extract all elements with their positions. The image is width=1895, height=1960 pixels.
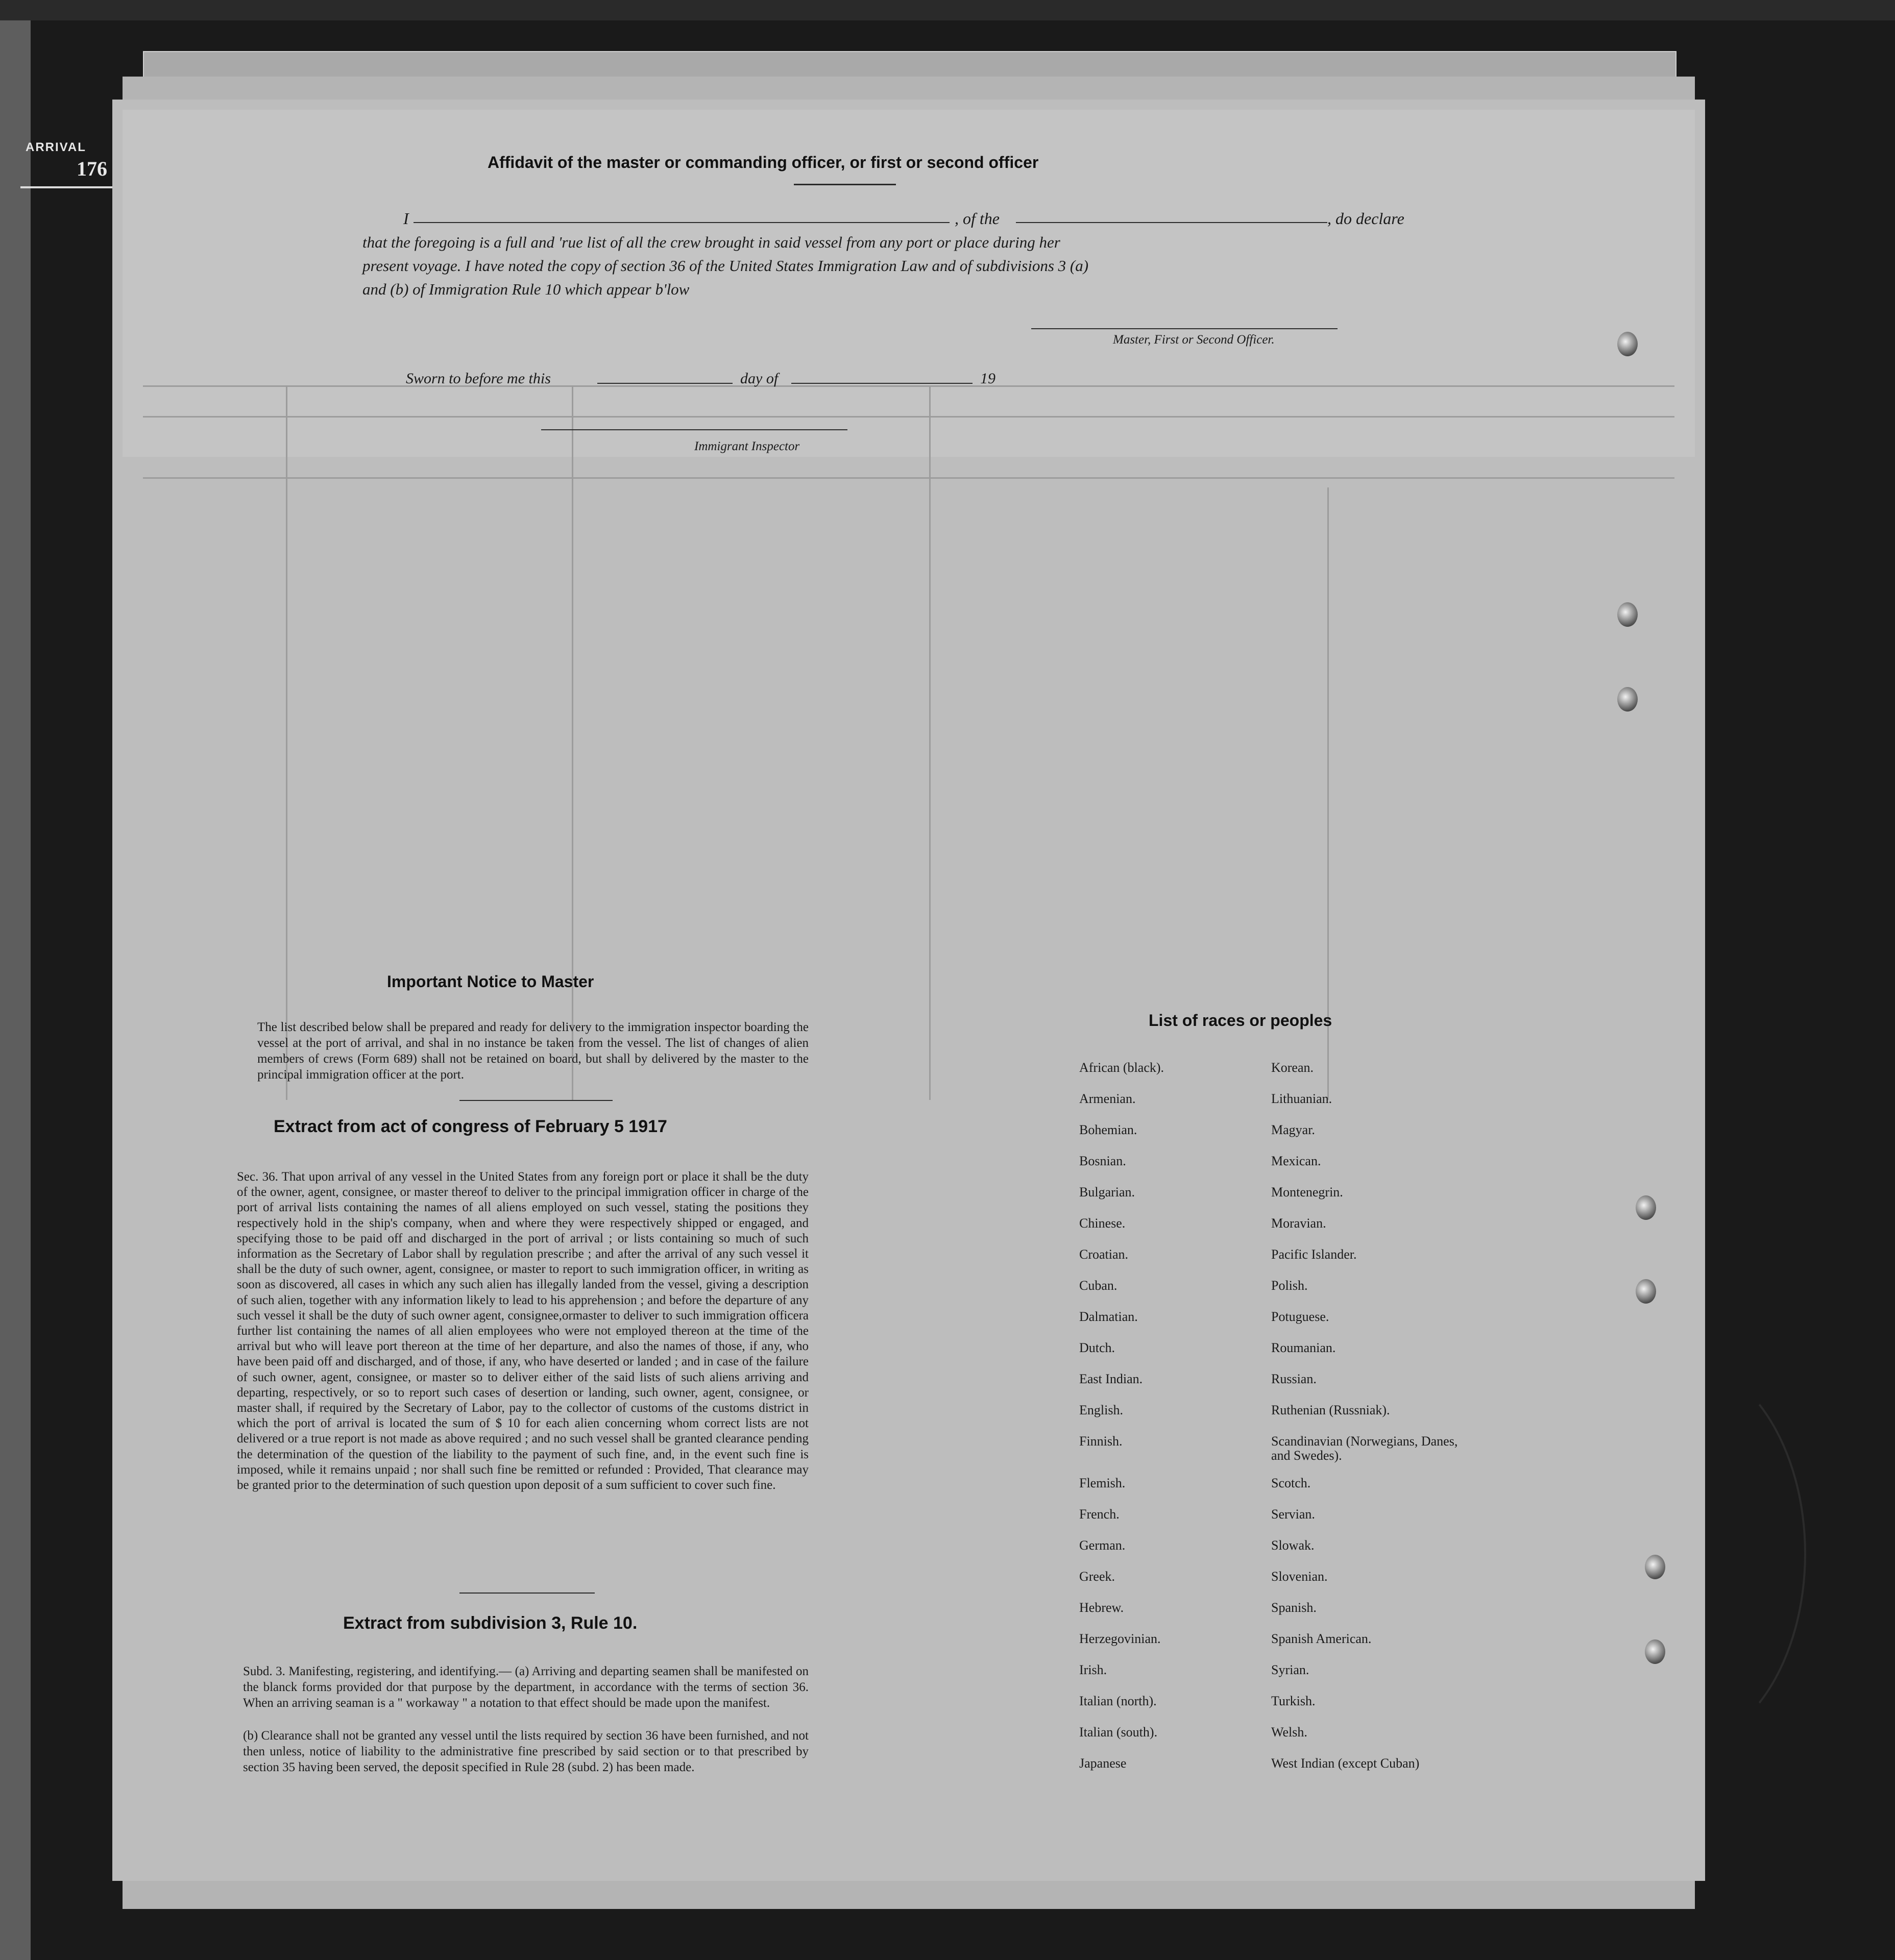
race-right: Magyar. <box>1271 1122 1315 1137</box>
affidavit-line-2: that the foregoing is a full and 'rue list of all the crew brought in said vessel from any port or place during her <box>362 233 1060 251</box>
race-right: Ruthenian (Russniak). <box>1271 1403 1390 1417</box>
race-right: Scotch. <box>1271 1476 1311 1490</box>
arrival-tab <box>20 140 117 188</box>
race-row <box>1079 1663 1488 1694</box>
master-label: Master, First or Second Officer. <box>1113 333 1275 347</box>
of-the-text: , of the <box>955 209 1000 228</box>
race-left: Finnish. <box>1079 1434 1123 1449</box>
race-right: Slovenian. <box>1271 1569 1328 1584</box>
race-left: Dutch. <box>1079 1340 1115 1355</box>
affidavit-line-4: and (b) of Immigration Rule 10 which appear b'low <box>362 280 690 298</box>
extract-1917-text: Sec. 36. That upon arrival of any vessel in the United States from any foreign port or place it shall be the duty of the owner, agent, consignee, or master thereof to deliver to the principal immigration officer in charge of the port of arrival lists containing the names of all aliens employed on such vessel, stating the positions they respectively hold in the ship's company, when and where they were respectively shipped or engaged, and specifying those to be paid off and discharged in the port of arrival ; or lists containing so much of such information as the Secretary of Labor shall by regulation prescribe ; and after the arrival of any such vessel it shall be the duty of such owner, agent, consignee, or master to report to such immigration officer, in writing as soon as discovered, all cases in which any such alien has illegally landed from the vessel, giving a description of such alien, together with any information likely to lead to his apprehension ; and before the departure of any such vessel it shall be the duty of such owner agent, consignee,ormaster to deliver to such immigration officera further list containing the names of all alien employees who were not employed thereon at the time of the arrival but who will leave port thereon at the time of her departure, and also the names of those, if any, who have been paid off and discharged, and of those, if any, who have deserted or landed ; and in case of the failure of such owner, agent, consignee, or master so to deliver either of the said lists of such aliens arriving and departing, respectively, or so to report such cases of desertion or landing, such owner, agent, consignee, or master shall, if required by the Secretary of Labor, pay to the collector of customs of the customs district in which the port of arrival is located the sum of $ 10 for each alien concerning whom correct lists are not delivered or a true report is not made as above required ; and no such vessel shall be granted clearance pending the determination of the question of the liability to the payment of such fine, and, in the event such fine is imposed, while it remains unpaid ; nor shall such fine be remitted or refunded : Provided, That clearance may be granted prior to the determination of such question upon deposit of a sum sufficient to cover such fine. <box>237 1170 809 1492</box>
race-right: Russian. <box>1271 1371 1317 1386</box>
race-row <box>1079 1123 1488 1154</box>
ghost-line <box>1327 487 1329 1100</box>
extract-1917-heading: Extract from act of congress of February 5 1917 <box>274 1117 667 1136</box>
rule10-para-a: Subd. 3. Manifesting, registering, and identifying.— (a) Arriving and departing seamen shall be manifested on the blanck forms provided dor that purpose by the department, in accordance with the terms of section 36. When an arriving seaman is a " workaway " a notation to that effect should be made upon the manifest. <box>243 1664 809 1710</box>
race-right: Spanish American. <box>1271 1631 1372 1646</box>
race-row <box>1079 1694 1488 1725</box>
race-right: Scandinavian (Norwegians, Danes, and Swedes). <box>1271 1434 1458 1463</box>
race-left: Hebrew. <box>1079 1600 1124 1615</box>
race-right: Lithuanian. <box>1271 1091 1332 1106</box>
arrival-label: ARRIVAL <box>26 140 86 154</box>
race-row <box>1079 1476 1488 1507</box>
ghost-line <box>572 385 573 1100</box>
ghost-line <box>143 416 1674 418</box>
race-row <box>1079 1061 1488 1092</box>
master-signature-blank <box>1031 328 1338 329</box>
race-row <box>1079 1310 1488 1341</box>
race-right: Welsh. <box>1271 1725 1307 1739</box>
vessel-blank <box>1016 222 1327 223</box>
race-left: German. <box>1079 1538 1126 1553</box>
race-right: Polish. <box>1271 1278 1308 1293</box>
affidavit-i: I <box>403 209 409 228</box>
race-left: Croatian. <box>1079 1247 1129 1262</box>
race-row <box>1079 1570 1488 1601</box>
do-declare-text: , do declare <box>1327 209 1404 228</box>
affidavit-line-3: present voyage. I have noted the copy of section 36 of the United States Immigration Law and of subdivisions 3 (a) <box>362 257 1089 275</box>
race-right: Potuguese. <box>1271 1309 1329 1324</box>
year-text: 19 <box>980 370 995 387</box>
race-left: Chinese. <box>1079 1216 1126 1231</box>
race-row <box>1079 1247 1488 1279</box>
name-blank <box>414 222 950 223</box>
race-right: Moravian. <box>1271 1216 1326 1231</box>
rule10-para-b: (b) Clearance shall not be granted any vessel until the lists required by section 36 have been furnished, and not then unless, notice of liability to the administrative fine prescribed by said section or to that prescribed by section 35 having been served, the deposit specified in Rule 28 (subd. 2) has been made. <box>243 1729 809 1774</box>
race-right: Spanish. <box>1271 1600 1317 1615</box>
race-left: East Indian. <box>1079 1371 1143 1386</box>
sworn-text: Sworn to before me this <box>406 370 551 387</box>
race-left: French. <box>1079 1507 1120 1522</box>
race-right: Servian. <box>1271 1507 1315 1522</box>
ghost-line <box>143 477 1674 479</box>
race-right: Montenegrin. <box>1271 1185 1343 1199</box>
extract-1917-rule <box>459 1592 595 1594</box>
race-left: Italian (south). <box>1079 1725 1158 1739</box>
race-right: Turkish. <box>1271 1694 1316 1708</box>
race-row <box>1079 1632 1488 1663</box>
race-row <box>1079 1507 1488 1538</box>
race-left: Bohemian. <box>1079 1122 1137 1137</box>
scan-border-top <box>0 0 1895 20</box>
races-list <box>1079 1061 1488 1787</box>
race-left: Cuban. <box>1079 1278 1117 1293</box>
arrival-number: 176 <box>77 157 107 180</box>
race-row <box>1079 1372 1488 1403</box>
race-left: Dalmatian. <box>1079 1309 1138 1324</box>
race-row <box>1079 1756 1488 1787</box>
race-row <box>1079 1216 1488 1247</box>
punch-hole <box>1617 602 1638 627</box>
notice-heading: Important Notice to Master <box>387 972 594 991</box>
affidavit-rule <box>794 184 896 185</box>
notice-rule <box>459 1100 613 1101</box>
affidavit-heading: Affidavit of the master or commanding officer, or first or second officer <box>488 153 1039 172</box>
race-left: English. <box>1079 1403 1123 1417</box>
race-left: Bosnian. <box>1079 1154 1126 1168</box>
race-right: Roumanian. <box>1271 1340 1336 1355</box>
race-left: Japanese <box>1079 1756 1127 1771</box>
inspector-label: Immigrant Inspector <box>694 439 800 453</box>
ghost-line <box>929 385 931 1100</box>
race-left: Herzegovinian. <box>1079 1631 1161 1646</box>
race-row <box>1079 1341 1488 1372</box>
race-left: African (black). <box>1079 1060 1164 1075</box>
notice-text: The list described below shall be prepared and ready for delivery to the immigration inspector boarding the vessel at the port of arrival, and shal in no instance be taken from the vessel. The list of changes of alien members of crews (Form 689) shall not be retained on board, but shall by delivered by the master to the principal immigration officer at the port. <box>257 1020 809 1082</box>
sworn-day-blank <box>597 383 733 384</box>
race-row <box>1079 1434 1488 1476</box>
day-of-text: day of <box>740 370 779 387</box>
races-heading: List of races or peoples <box>1149 1011 1332 1030</box>
ink-circle-mark <box>1547 1358 1806 1750</box>
race-row <box>1079 1279 1488 1310</box>
race-left: Italian (north). <box>1079 1694 1157 1708</box>
race-right: Mexican. <box>1271 1154 1321 1168</box>
inspector-signature-blank <box>541 429 847 430</box>
race-row <box>1079 1092 1488 1123</box>
race-left: Flemish. <box>1079 1476 1126 1490</box>
race-row <box>1079 1185 1488 1216</box>
punch-hole <box>1617 687 1638 712</box>
race-row <box>1079 1538 1488 1570</box>
punch-hole <box>1617 332 1638 356</box>
punch-hole <box>1636 1195 1656 1220</box>
race-row <box>1079 1601 1488 1632</box>
ghost-line <box>286 385 287 1100</box>
race-right: West Indian (except Cuban) <box>1271 1756 1420 1771</box>
race-left: Armenian. <box>1079 1091 1136 1106</box>
scan-border-left <box>0 0 31 1960</box>
race-row <box>1079 1154 1488 1185</box>
race-right: Korean. <box>1271 1060 1314 1075</box>
race-left: Irish. <box>1079 1662 1107 1677</box>
race-left: Greek. <box>1079 1569 1115 1584</box>
race-row <box>1079 1403 1488 1434</box>
extract-rule10-heading: Extract from subdivision 3, Rule 10. <box>343 1613 638 1633</box>
race-left: Bulgarian. <box>1079 1185 1135 1199</box>
punch-hole <box>1636 1279 1656 1304</box>
race-right: Pacific Islander. <box>1271 1247 1357 1262</box>
sworn-month-blank <box>791 383 973 384</box>
ghost-line <box>143 385 1674 387</box>
punch-hole <box>1645 1639 1665 1664</box>
race-right: Slowak. <box>1271 1538 1315 1553</box>
punch-hole <box>1645 1555 1665 1579</box>
race-row <box>1079 1725 1488 1756</box>
race-right: Syrian. <box>1271 1662 1309 1677</box>
